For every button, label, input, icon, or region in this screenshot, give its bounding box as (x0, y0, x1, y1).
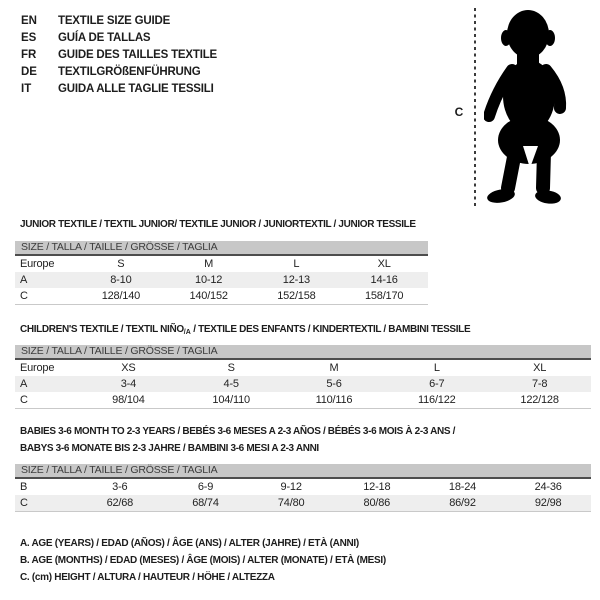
language-guide-title: TEXTILE SIZE GUIDE (58, 15, 171, 27)
table-row (15, 392, 591, 408)
row-label: A (20, 274, 28, 286)
children-size-table (15, 345, 591, 409)
height-measure-label: C (454, 105, 464, 119)
babies-size-table (15, 464, 591, 512)
table-row (15, 495, 591, 511)
size-value-cell: 86/92 (449, 497, 476, 509)
size-value-cell: 98/104 (112, 394, 145, 406)
size-value-cell: 116/122 (418, 394, 456, 406)
size-value-cell: 6-9 (197, 481, 214, 493)
size-value-cell: S (227, 362, 235, 374)
size-value-cell: 158/170 (364, 290, 404, 302)
table-row (15, 288, 428, 304)
size-header-bar: SIZE / TALLA / TAILLE / GRÖSSE / TAGLIA (15, 241, 428, 254)
language-row (21, 64, 217, 81)
language-guide-title: TEXTILGRÖßENFÜHRUNG (58, 66, 201, 78)
legend-line-height: C. (cm) HEIGHT / ALTURA / HAUTEUR / HÖHE / ALTEZZA (20, 572, 275, 583)
size-value-cell: 3-6 (112, 481, 128, 493)
size-value-cell: 12-18 (363, 481, 391, 493)
language-row (21, 47, 217, 64)
size-value-cell: 24-36 (534, 481, 562, 493)
row-label: C (20, 290, 28, 302)
size-value-cell: 12-13 (282, 274, 310, 286)
size-value-cell: 74/80 (277, 497, 305, 509)
size-value-cell: 92/98 (534, 497, 562, 509)
toddler-silhouette-icon (484, 8, 576, 210)
size-value-cell: 104/110 (212, 394, 250, 406)
table-row (15, 479, 591, 495)
language-guide-title: GUIDA ALLE TAGLIE TESSILI (58, 83, 214, 95)
size-value-cell: 10-12 (195, 274, 223, 286)
size-value-cell: 122/128 (520, 394, 559, 406)
size-header-bar: SIZE / TALLA / TAILLE / GRÖSSE / TAGLIA (15, 464, 591, 477)
legend-line-age-months: B. AGE (MONTHS) / EDAD (MESES) / ÂGE (MOIS) / ALTER (MONATE) / ETÀ (MESI) (20, 555, 386, 566)
size-value-cell: 4-5 (223, 378, 239, 390)
size-value-cell: 140/152 (189, 290, 228, 302)
table-row (15, 272, 428, 288)
junior-table-title: JUNIOR TEXTILE / TEXTIL JUNIOR/ TEXTILE JUNIOR / JUNIORTEXTIL / JUNIOR TESSILE (20, 219, 416, 230)
table-row (15, 376, 591, 392)
size-value-cell: 18-24 (448, 481, 477, 493)
row-label: Europe (20, 362, 55, 374)
row-label: A (20, 378, 28, 390)
babies-title-line2: BABYS 3-6 MONATE BIS 2-3 JAHRE / BAMBINI 3-6 MESI A 2-3 ANNI (20, 443, 319, 454)
language-code: IT (21, 83, 32, 95)
language-row (21, 81, 217, 98)
size-value-cell: 3-4 (120, 378, 137, 390)
babies-table-rows (15, 477, 591, 512)
size-value-cell: M (204, 258, 214, 270)
babies-title-line1: BABIES 3-6 MONTH TO 2-3 YEARS / BEBÉS 3-6 MESES A 2-3 AÑOS / BÉBÉS 3-6 MOIS À 2-3 ANS / (20, 426, 456, 437)
row-label: C (20, 497, 28, 509)
language-row (21, 13, 217, 30)
language-guide-title: GUIDE DES TAILLES TEXTILE (58, 49, 217, 61)
size-value-cell: XL (533, 362, 547, 374)
size-value-cell: XS (121, 362, 136, 374)
children-title-text: CHILDREN'S TEXTILE / TEXTIL NIÑO (20, 324, 184, 335)
babies-table-title (20, 423, 455, 457)
size-value-cell: 152/158 (277, 290, 316, 302)
size-value-cell: S (117, 258, 125, 270)
size-value-cell: 110/116 (315, 394, 353, 406)
size-value-cell: 128/140 (101, 290, 141, 302)
language-code: FR (21, 49, 37, 61)
size-value-cell: 68/74 (192, 497, 219, 509)
row-label: Europe (20, 258, 55, 270)
language-guide-title: GUÍA DE TALLAS (58, 32, 151, 44)
children-title-text: / TEXTILE DES ENFANTS / KINDERTEXTIL / BAMBINI TESSILE (190, 324, 471, 335)
row-label: B (20, 481, 28, 493)
height-measure-dashed-line (474, 8, 476, 206)
size-value-cell: 80/86 (363, 497, 391, 509)
children-table-title (20, 324, 470, 336)
language-title-list (21, 13, 217, 98)
junior-size-table (15, 241, 428, 305)
table-row (15, 256, 428, 272)
children-table-rows (15, 358, 591, 409)
language-row (21, 30, 217, 47)
junior-table-rows (15, 254, 428, 305)
size-value-cell: 62/68 (106, 497, 134, 509)
language-code: EN (21, 15, 37, 27)
table-row (15, 360, 591, 376)
size-value-cell: 14-16 (370, 274, 398, 286)
size-value-cell: L (293, 258, 300, 270)
size-value-cell: 9-12 (280, 481, 302, 493)
size-value-cell: 8-10 (110, 274, 132, 286)
size-value-cell: 7-8 (531, 378, 548, 390)
row-label: C (20, 394, 28, 406)
size-value-cell: 5-6 (326, 378, 342, 390)
legend-line-age-years: A. AGE (YEARS) / EDAD (AÑOS) / ÂGE (ANS) / ALTER (JAHRE) / ETÀ (ANNI) (20, 538, 359, 549)
language-code: DE (21, 66, 37, 78)
size-value-cell: XL (377, 258, 391, 270)
language-code: ES (21, 32, 37, 44)
size-value-cell: 6-7 (429, 378, 445, 390)
size-header-bar: SIZE / TALLA / TAILLE / GRÖSSE / TAGLIA (15, 345, 591, 358)
size-value-cell: L (433, 362, 440, 374)
size-value-cell: M (329, 362, 339, 374)
children-title-subscript: /A (183, 329, 191, 336)
measurement-legend (20, 535, 386, 586)
